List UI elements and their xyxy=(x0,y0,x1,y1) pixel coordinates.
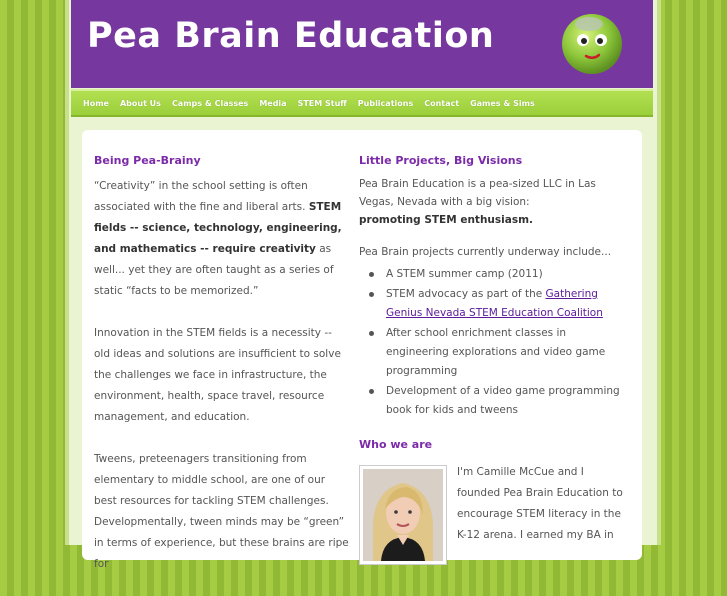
being-pea-brainy-heading: Being Pea-Brainy xyxy=(94,154,201,167)
bullet-icon xyxy=(369,331,374,336)
left-column xyxy=(94,130,350,596)
creativity-paragraph xyxy=(94,176,350,302)
intro-paragraph xyxy=(359,175,629,229)
site-title[interactable]: Pea Brain Education xyxy=(87,16,495,56)
project-advocacy: STEM advocacy as part of the xyxy=(386,288,546,300)
project-after-school: After school enrichment classes in engineering explorations and video game programming xyxy=(386,327,606,377)
main-nav xyxy=(71,89,653,117)
intro-text: Pea Brain Education is a pea-sized LLC in Las Vegas, Nevada with a big vision: xyxy=(359,178,596,208)
nav-home[interactable]: Home xyxy=(83,98,109,108)
list-item xyxy=(359,285,629,323)
founder-bio: I'm Camille McCue and I founded Pea Brain Education to encourage STEM literacy in the K-12 arena. I earned my BA in xyxy=(457,466,623,541)
intro-bold-text: promoting STEM enthusiasm. xyxy=(359,214,534,226)
site-header xyxy=(71,0,653,88)
right-column xyxy=(359,130,629,541)
list-item xyxy=(359,324,629,381)
projects-list xyxy=(359,265,629,420)
content-panel xyxy=(82,130,642,570)
innovation-paragraph: Innovation in the STEM fields is a necessity -- old ideas and solutions are insufficient to solve the challenges we face in infrastructure, the environment, health, space travel, resource management, and education. xyxy=(94,327,341,423)
who-we-are-heading: Who we are xyxy=(359,438,433,451)
nav-games-sims[interactable]: Games & Sims xyxy=(470,98,535,108)
nav-publications[interactable]: Publications xyxy=(357,98,414,108)
project-summer-camp: A STEM summer camp (2011) xyxy=(386,268,543,280)
creativity-text-a: “Creativity” in the school setting is often associated with the fine and liberal arts. xyxy=(94,180,309,213)
portrait-icon xyxy=(363,469,443,561)
nav-contact[interactable]: Contact xyxy=(424,98,460,108)
who-we-are-text xyxy=(457,465,629,546)
bullet-icon xyxy=(369,272,374,277)
pea-mascot-icon xyxy=(559,10,625,76)
little-projects-heading: Little Projects, Big Visions xyxy=(359,154,523,167)
list-item xyxy=(359,382,629,420)
gathering-genius-link[interactable]: Gathering Genius Nevada STEM Education Coalition xyxy=(386,288,603,319)
nav-camps-classes[interactable]: Camps & Classes xyxy=(171,98,249,108)
project-book: Development of a video game programming book for kids and tweens xyxy=(386,385,620,416)
nav-about-us[interactable]: About Us xyxy=(119,98,161,108)
creativity-text-bold: STEM fields -- science, technology, engineering, and mathematics -- require creativity xyxy=(94,201,342,255)
bullet-icon xyxy=(369,292,374,297)
projects-lead: Pea Brain projects currently underway include... xyxy=(359,246,612,258)
bullet-icon xyxy=(369,389,374,394)
tweens-paragraph: Tweens, preteenagers transitioning from elementary to middle school, are one of our best resources for tackling STEM challenges. Developmentally, tween minds may be “green” in terms of experience, but these brains are ripe for xyxy=(94,453,349,570)
creativity-text-c: as well... yet they are often taught as a series of static “facts to be memorized.” xyxy=(94,243,334,297)
nav-stem-stuff[interactable]: STEM Stuff xyxy=(297,98,347,108)
founder-photo xyxy=(359,465,447,565)
nav-media[interactable]: Media xyxy=(259,98,287,108)
list-item xyxy=(359,265,629,284)
